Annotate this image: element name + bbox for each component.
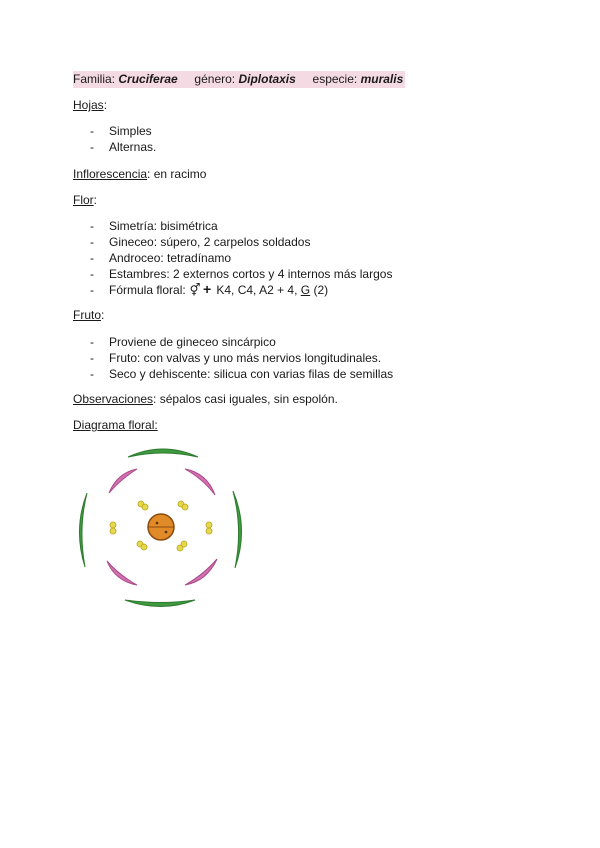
petal-bottom-right [185,559,217,585]
list-item: - Simples [73,123,543,139]
taxonomy-line [73,71,405,88]
list-item: - Alternas. [73,139,543,155]
especie-label: especie: [312,72,358,86]
list-item: - Gineceo: súpero, 2 carpelos soldados [73,234,543,250]
diagrama-heading: Diagrama floral: [73,418,158,432]
stamen [178,501,188,510]
cross-symbol-icon: + [202,281,212,297]
flor-list [73,218,543,298]
stamen [138,501,148,510]
stamen [137,541,147,550]
hojas-heading: Hojas: [73,98,108,112]
inflorescencia-heading: Inflorescencia [73,167,148,181]
formula-text: K4, C4, A2 + 4, [216,283,298,297]
formula-end: (2) [313,283,329,297]
sepal-top [128,449,198,457]
list-item: - Seco y dehiscente: silicua con varias filas de semillas [73,366,543,382]
formula-label: Fórmula floral: [109,283,186,297]
list-item: - Simetría: bisimétrica [73,218,543,234]
genero-value: Diplotaxis [238,72,296,86]
stamen [206,522,212,534]
fruto-section [73,308,543,382]
petal-top-right [185,469,215,495]
observaciones-heading: Observaciones [73,392,154,406]
diagrama-section [73,418,543,433]
stamen [110,522,116,534]
formula-gynoecium: G [300,283,311,297]
inflorescencia-line [73,167,543,182]
list-item: - Androceo: tetradínamo [73,250,543,266]
list-item: - Proviene de gineceo sincárpico [73,334,543,350]
sepal-right [233,491,242,568]
familia-value: Cruciferae [118,72,178,86]
inflorescencia-section [73,167,543,182]
fruto-list [73,334,543,382]
fruto-heading: Fruto: [73,308,105,322]
formula-floral-item [73,282,543,298]
hojas-section [73,98,543,155]
inflorescencia-value: : en racimo [147,167,207,181]
especie-value: muralis [360,72,404,86]
stamen [177,541,187,551]
list-item: - Estambres: 2 externos cortos y 4 internos más largos [73,266,543,282]
bisexual-symbol-icon: ⚥ [189,283,201,297]
title-line-block [73,71,543,88]
list-item: - Fruto: con valvas y uno más nervios longitudinales. [73,350,543,366]
sepal-left [79,493,87,567]
observaciones-value: : sépalos casi iguales, sin espolón. [153,392,338,406]
genero-label: género: [194,72,236,86]
petal-bottom-left [107,561,137,585]
flor-section [73,193,543,298]
gynoecium [148,514,174,540]
floral-diagram [73,443,251,615]
observaciones-line [73,392,543,407]
familia-label: Familia: [73,72,116,86]
hojas-list [73,123,543,155]
petal-top-left [109,469,137,493]
flor-heading: Flor: [73,193,98,207]
sepal-bottom [125,600,195,607]
observaciones-section [73,392,543,407]
